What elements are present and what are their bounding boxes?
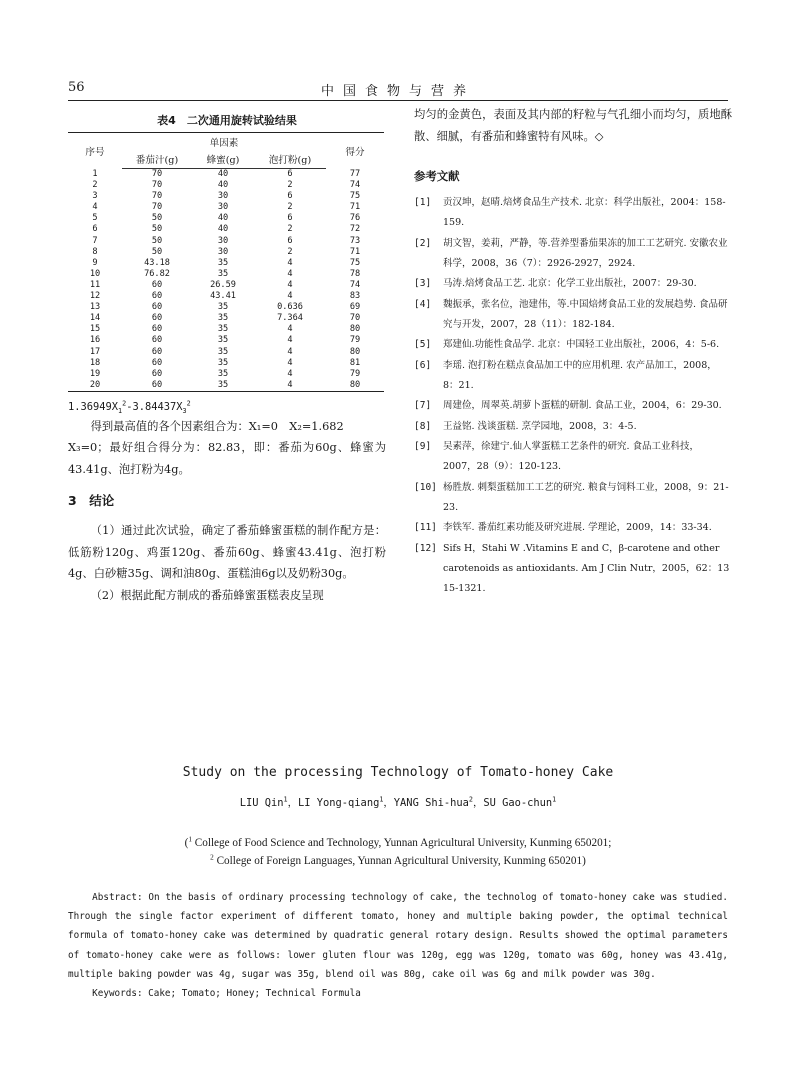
table-cell: 35	[217, 368, 229, 379]
table-cell: 0.636	[277, 302, 303, 313]
table-cell: 18	[89, 357, 101, 368]
table-cell: 80	[349, 324, 361, 335]
reference-item	[414, 539, 732, 599]
table-row	[68, 213, 384, 224]
author-affiliation-mark: 2	[468, 795, 473, 804]
col-score-header: 得分	[326, 133, 384, 169]
table-cell: 80	[349, 346, 361, 357]
table-cell: 4	[287, 291, 293, 302]
table-cell: 74	[349, 279, 361, 290]
table-row	[68, 224, 384, 235]
reference-text: 王益铭. 浅谈蛋糕. 烹学园地，2008，3：4-5.	[443, 420, 637, 432]
table-cell: 35	[217, 302, 229, 313]
table-row	[68, 280, 384, 291]
table-row	[68, 324, 384, 335]
table-row	[68, 358, 384, 369]
reference-item	[414, 295, 732, 335]
table-cell: 17	[89, 346, 101, 357]
reference-number: [5]	[414, 339, 432, 350]
table-cell: 81	[349, 357, 361, 368]
table-cell: 4	[287, 268, 293, 279]
reference-number: [7]	[414, 400, 432, 411]
reference-item	[414, 417, 732, 437]
table-cell: 60	[151, 279, 163, 290]
table-cell: 35	[217, 346, 229, 357]
table-body	[68, 169, 384, 392]
table-row	[68, 369, 384, 380]
table-cell: 50	[151, 246, 163, 257]
table-cell: 43.41	[210, 291, 236, 302]
table-cell: 5	[92, 213, 98, 224]
conclusion-paragraph-2: （2）根据此配方制成的番茄蜂蜜蛋糕表皮呈现	[90, 588, 324, 602]
reference-number: [3]	[414, 278, 432, 289]
reference-number: [12]	[414, 542, 437, 554]
reference-item	[414, 234, 732, 274]
table-cell: 50	[151, 213, 163, 224]
table-cell: 79	[349, 368, 361, 379]
col-powder-header: 泡打粉(g)	[254, 151, 326, 169]
reference-number: [10]	[414, 481, 437, 493]
table-cell: 4	[287, 357, 293, 368]
table-cell: 4	[287, 257, 293, 268]
table-cell: 7	[92, 235, 98, 246]
table-row	[68, 335, 384, 346]
table-cell: 9	[92, 257, 98, 268]
table-cell: 35	[217, 357, 229, 368]
journal-name: 中国食物与营养	[320, 84, 475, 99]
conclusion-paragraph-1: （1）通过此次试验，确定了番茄蜂蜜蛋糕的制作配方是：低筋粉120g、鸡蛋120g、番茄60g、蜂蜜43.41g、泡打粉4g、白砂糖35g、调和油80g、蛋糕油6g以及奶粉30g。	[68, 524, 386, 581]
reference-item	[414, 274, 732, 294]
table-cell: 2	[287, 180, 293, 191]
table-row	[68, 291, 384, 302]
table-row	[68, 302, 384, 313]
table-cell: 35	[217, 324, 229, 335]
table-cell: 70	[151, 180, 163, 191]
table-cell: 20	[68, 380, 122, 392]
affiliation-2: $^2$ College of Foreign Languages, Yunnan Agricultural University, Kunming 650201)	[210, 853, 586, 867]
author-name: LI Yong-qiang	[298, 797, 380, 809]
table-cell: 75	[349, 191, 361, 202]
english-keywords: Keywords: Cake; Tomato; Honey; Technical Formula	[92, 988, 361, 1000]
table-cell: 60	[151, 302, 163, 313]
table-cell: 2	[92, 180, 98, 191]
results-table	[68, 132, 384, 392]
table-cell: 83	[349, 291, 361, 302]
table-cell: 6	[287, 213, 293, 224]
table-row	[68, 347, 384, 358]
table-cell: 2	[287, 224, 293, 235]
section-conclusion-title: 3 结论	[68, 493, 115, 509]
reference-text: 郑建仙.功能性食品学. 北京：中国轻工业出版社，2006，4：5-6.	[443, 339, 720, 350]
table-cell: 4	[287, 346, 293, 357]
table-cell: 43.18	[144, 257, 170, 268]
table-cell: 70	[349, 313, 361, 324]
table-cell: 26.59	[210, 279, 236, 290]
table-cell: 50	[151, 224, 163, 235]
reference-text: 贡汉坤，赵晴.焙烤食品生产技术. 北京：科学出版社，2004：158-159.	[443, 197, 726, 228]
table-cell: 77	[349, 168, 361, 179]
reference-number: [8]	[414, 420, 432, 432]
reference-item	[414, 396, 732, 416]
table-cell: 4	[287, 324, 293, 335]
table-cell: 60	[151, 357, 163, 368]
table-cell: 35	[217, 268, 229, 279]
table-cell: 2	[287, 246, 293, 257]
header-rule	[68, 100, 728, 101]
table-cell: 15	[89, 324, 101, 335]
table-cell: 19	[89, 368, 101, 379]
table-cell: 8	[92, 246, 98, 257]
table-cell: 78	[349, 268, 361, 279]
reference-number: [2]	[414, 237, 432, 249]
table-cell: 14	[89, 313, 101, 324]
reference-number: [11]	[414, 522, 437, 533]
table-cell: 2	[287, 202, 293, 213]
english-abstract-block	[68, 762, 728, 1003]
table-row	[68, 236, 384, 247]
author-affiliation-mark: 1	[552, 795, 557, 804]
reference-text: Sifs H，Stahi W .Vitamins E and C，β-carotene and other carotenoids as antioxidants. Am J Clin Nutr，2005，62：13 15-1321.	[443, 542, 730, 594]
reference-text: 胡文智，姜莉，严静，等.营养型番茄果冻的加工工艺研究. 安徽农业科学，2008，36（7）：2926-2927，2924.	[443, 237, 728, 269]
table-cell: 60	[151, 335, 163, 346]
reference-item	[414, 193, 732, 233]
reference-item	[414, 335, 732, 355]
running-header	[68, 80, 728, 100]
reference-text: 李瑶. 泡打粉在糕点食品加工中的应用机理. 农产品加工，2008，8：21.	[443, 359, 717, 391]
table-cell: 30	[217, 235, 229, 246]
author-affiliation-mark: 1	[283, 795, 288, 804]
table-cell: 74	[349, 180, 361, 191]
table-cell: 35	[217, 335, 229, 346]
author-name: YANG Shi-hua	[393, 797, 469, 809]
table-row	[68, 269, 384, 280]
table-cell: 73	[349, 235, 361, 246]
table-row	[68, 380, 384, 392]
table-cell: 30	[217, 246, 229, 257]
author-name: LIU Qin	[239, 797, 284, 809]
table-cell: 16	[89, 335, 101, 346]
table-cell: 76.82	[144, 268, 170, 279]
reference-text: 魏振承，张名位，池建伟，等.中国焙烤食品工业的发展趋势. 食品研究与开发，2007，28（11）：182-184.	[443, 298, 728, 330]
table-cell: 70	[151, 169, 163, 179]
author-separator: ，	[287, 797, 298, 809]
reference-number: [1]	[414, 197, 432, 208]
reference-text: 周建俭，周翠英.胡萝卜蛋糕的研制. 食品工业，2004，6：29-30.	[443, 400, 722, 411]
table-cell: 6	[287, 169, 293, 179]
left-column	[68, 110, 386, 606]
table-cell: 40	[217, 213, 229, 224]
table-cell: 11	[89, 279, 101, 290]
author-separator: ，	[383, 797, 394, 809]
table-cell: 69	[349, 302, 361, 313]
table-cell: 60	[151, 368, 163, 379]
english-authors	[68, 794, 728, 810]
table-title: 表4 二次通用旋转试验结果	[157, 114, 297, 127]
table-cell: 4	[287, 279, 293, 290]
table-cell: 75	[349, 257, 361, 268]
table-cell: 71	[349, 246, 361, 257]
conclusion-paragraph-2-continued: 均匀的金黄色，表面及其内部的籽粒与气孔细小而均匀，质地酥散、细腻，有番茄和蜂蜜特有风味。◇	[414, 108, 732, 143]
reference-text: 马涛.焙烤食品工艺. 北京：化学工业出版社，2007：29-30.	[443, 278, 697, 289]
table-row	[68, 313, 384, 324]
col-tomato-header: 番茄汁(g)	[122, 151, 192, 169]
table-cell: 13	[89, 302, 101, 313]
optimum-combination-line: 得到最高值的各个因素组合为：X₁=0 X₂=1.682	[90, 419, 344, 433]
table-cell: 4	[287, 368, 293, 379]
table-cell: 76	[349, 213, 361, 224]
right-column	[414, 104, 732, 599]
table-cell: 4	[287, 335, 293, 346]
table-cell: 80	[326, 380, 384, 392]
reference-item	[414, 518, 732, 538]
table-row	[68, 180, 384, 191]
affiliation-1: ($^1$ College of Food Science and Technology, Yunnan Agricultural University, Kunming 650201;	[184, 835, 612, 849]
table-cell: 60	[122, 380, 192, 392]
reference-item	[414, 356, 732, 396]
table-cell: 3	[92, 191, 98, 202]
reference-text: 李铁军. 番茄红素功能及研究进展. 学理论，2009，14：33-34.	[443, 522, 712, 533]
table-cell: 79	[349, 335, 361, 346]
table-row	[68, 169, 384, 181]
col-honey-header: 蜂蜜(g)	[192, 151, 254, 169]
regression-formula-tail: $1.36949X_1^2-3.84437X_3^2$	[68, 399, 191, 415]
reference-item	[414, 437, 732, 477]
reference-number: [9]	[414, 441, 432, 452]
table-cell: 30	[217, 191, 229, 202]
table-cell: 72	[349, 224, 361, 235]
reference-text: 吴素萍，徐建宁.仙人掌蛋糕工艺条件的研究. 食品工业科技，2007，28（9）：120-123.	[443, 441, 700, 472]
table-row	[68, 258, 384, 269]
english-abstract-text: Abstract: On the basis of ordinary processing technology of cake, the technolog of tomato-honey cake was studied. Through the single factor experiment of different tomato, honey and multiple baking powder, the optimal technical formula of tomato-honey cake was determined by quadratic general rotary design. Results showed the optimal parameters of tomato-honey cake were as follows: lower gluten flour was 120g, egg was 120g, tomato was 60g, honey was 43.41g, multiple baking powder was 4g, sugar was 35g, blend oil was 80g, cake oil was 6g and milk powder was 30g.	[68, 892, 728, 980]
table-cell: 6	[287, 235, 293, 246]
table-cell: 1	[92, 168, 98, 179]
table-row	[68, 191, 384, 202]
table-cell: 60	[151, 346, 163, 357]
col-seq-header: 序号	[68, 133, 122, 169]
page-number: 56	[68, 80, 85, 95]
table-cell: 12	[89, 291, 101, 302]
table-cell: 6	[92, 224, 98, 235]
table-cell: 60	[151, 291, 163, 302]
reference-text: 杨胜敖. 刺梨蛋糕加工工艺的研究. 粮食与饲料工业，2008，9：21-23.	[443, 481, 729, 513]
table-cell: 70	[151, 191, 163, 202]
references-list	[414, 193, 732, 599]
author-affiliation-mark: 1	[379, 795, 384, 804]
table-cell: 70	[151, 202, 163, 213]
author-separator: ，	[472, 797, 484, 809]
table-cell: 40	[217, 180, 229, 191]
optimum-combination-paragraph: X₃=0；最好组合得分为：82.83，即：番茄为60g、蜂蜜为43.41g、泡打粉为4g。	[68, 441, 386, 476]
english-affiliations	[68, 834, 728, 870]
table-cell: 50	[151, 235, 163, 246]
english-title: Study on the processing Technology of Tomato-honey Cake	[182, 765, 614, 780]
table-cell: 10	[89, 268, 101, 279]
table-cell: 71	[349, 202, 361, 213]
table-cell: 7.364	[277, 313, 303, 324]
factor-group-header: 单因素	[122, 133, 326, 151]
table-cell: 30	[217, 202, 229, 213]
reference-number: [4]	[414, 298, 432, 310]
table-cell: 40	[217, 169, 229, 179]
table-cell: 4	[92, 202, 98, 213]
table-cell: 60	[151, 324, 163, 335]
author-name: SU Gao-chun	[483, 797, 553, 809]
table-cell: 35	[192, 380, 254, 392]
references-title: 参考文献	[414, 169, 460, 183]
table-row	[68, 247, 384, 258]
table-cell: 35	[217, 313, 229, 324]
table-row	[68, 202, 384, 213]
table-cell: 60	[151, 313, 163, 324]
table-cell: 35	[217, 257, 229, 268]
reference-item	[414, 478, 732, 518]
table-cell: 6	[287, 191, 293, 202]
reference-number: [6]	[414, 359, 432, 371]
table-cell: 40	[217, 224, 229, 235]
table-cell: 4	[254, 380, 326, 392]
